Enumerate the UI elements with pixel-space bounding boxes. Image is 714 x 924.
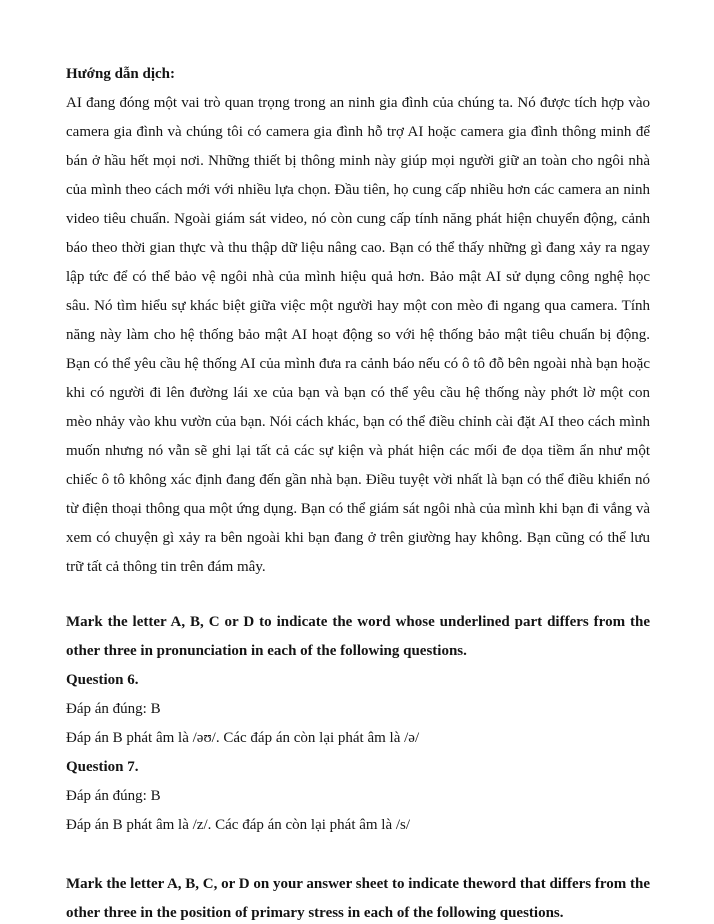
question-7-explanation: Đáp án B phát âm là /z/. Các đáp án còn lại phát âm là /s/	[66, 817, 411, 833]
question-7-label: Question 7.	[66, 759, 139, 775]
question-6-label: Question 6.	[66, 672, 139, 688]
stress-instruction: Mark the letter A, B, C, or D on your answer sheet to indicate theword that differs from the other three in the position of primary stress in each of the following questions.	[66, 876, 650, 921]
pronunciation-instruction: Mark the letter A, B, C or D to indicate the word whose underlined part differs from the other three in pronunciation in each of the following questions.	[66, 614, 650, 659]
question-6-answer: Đáp án đúng: B	[66, 701, 161, 717]
translation-heading: Hướng dẫn dịch:	[66, 66, 176, 82]
question-7-answer: Đáp án đúng: B	[66, 788, 161, 804]
question-6-explanation: Đáp án B phát âm là /əʊ/. Các đáp án còn lại phát âm là /ə/	[66, 730, 420, 746]
translation-paragraph: AI đang đóng một vai trò quan trọng trong an ninh gia đình của chúng ta. Nó được tích hợp vào camera gia đình và chúng tôi có camera gia đình hỗ trợ AI hoặc camera gia đình thông minh để bán ở hầu hết mọi nơi. Những thiết bị thông minh này giúp mọi người giữ an toàn cho ngôi nhà của mình theo cách mới với nhiều lựa chọn. Đầu tiên, họ cung cấp nhiều hơn các camera an ninh video tiêu chuẩn. Ngoài giám sát video, nó còn cung cấp tính năng phát hiện chuyển động, cảnh báo theo thời gian thực và thu thập dữ liệu nâng cao. Bạn có thể thấy những gì đang xảy ra ngay lập tức để có thể bảo vệ ngôi nhà của mình hiệu quả hơn. Bảo mật AI sử dụng công nghệ học sâu. Nó tìm hiểu sự khác biệt giữa việc một người hay một con mèo đi ngang qua camera. Tính năng này làm cho hệ thống bảo mật AI hoạt động so với hệ thống bảo mật tiêu chuẩn bị động. Bạn có thể yêu cầu hệ thống AI của mình đưa ra cảnh báo nếu có ô tô đỗ bên ngoài nhà bạn hoặc khi có người đi lên đường lái xe của bạn và bạn có thể yêu cầu hệ thống này phớt lờ một con mèo nhảy vào khu vườn của bạn. Nói cách khác, bạn có thể điều chỉnh cài đặt AI theo cách mình muốn nhưng nó vẫn sẽ ghi lại tất cả các sự kiện và phát hiện các mối đe dọa tiềm ẩn như một chiếc ô tô không xác định đang đến gần nhà bạn. Điều tuyệt vời nhất là bạn có thể điều khiển nó từ điện thoại thông qua một ứng dụng. Bạn có thể giám sát ngôi nhà của mình khi bạn đi vắng và xem có chuyện gì xảy ra bên ngoài khi bạn đang ở trên giường hay không. Bạn cũng có thể lưu trữ tất cả thông tin trên đám mây.	[66, 95, 650, 575]
